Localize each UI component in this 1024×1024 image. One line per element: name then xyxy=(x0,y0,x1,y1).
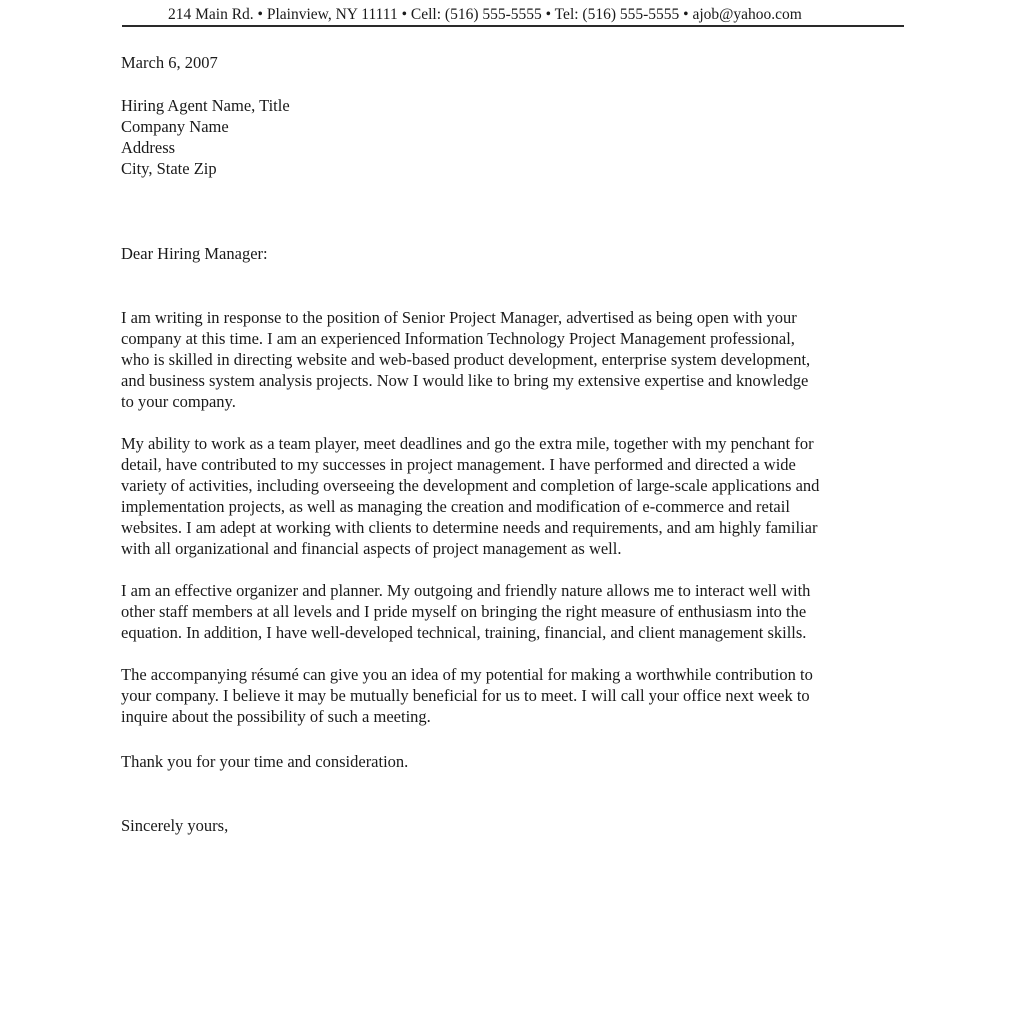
paragraph-line: to your company. xyxy=(121,392,236,411)
paragraph-line: with all organizational and financial aspects of project management as well. xyxy=(121,539,622,558)
paragraph-line: I am writing in response to the position of Senior Project Manager, advertised as being open with your xyxy=(121,308,797,327)
recipient-line: Company Name xyxy=(121,117,229,136)
recipient-line: Hiring Agent Name, Title xyxy=(121,96,290,115)
closing: Sincerely yours, xyxy=(121,816,229,835)
salutation: Dear Hiring Manager: xyxy=(121,244,268,263)
paragraph-line: company at this time. I am an experienced Information Technology Project Management professional, xyxy=(121,329,795,348)
paragraph-line: variety of activities, including overseeing the development and completion of large-scale applications and xyxy=(121,476,820,495)
recipient-line: City, State Zip xyxy=(121,159,217,178)
paragraph-line: equation. In addition, I have well-developed technical, training, financial, and client management skills. xyxy=(121,623,807,642)
paragraph-line: My ability to work as a team player, meet deadlines and go the extra mile, together with my penchant for xyxy=(121,434,814,453)
paragraph-line: detail, have contributed to my successes in project management. I have performed and directed a wide xyxy=(121,455,796,474)
letterhead-contact-line: 214 Main Rd. • Plainview, NY 11111 • Cell: (516) 555-5555 • Tel: (516) 555-5555 • ajob@yahoo.com xyxy=(168,6,802,23)
thanks-line: Thank you for your time and consideration. xyxy=(121,752,409,771)
paragraph-line: who is skilled in directing website and web-based product development, enterprise system development, xyxy=(121,350,811,369)
paragraph-line: implementation projects, as well as managing the creation and modification of e-commerce and retail xyxy=(121,497,790,516)
recipient-line: Address xyxy=(121,138,176,157)
paragraph-line: inquire about the possibility of such a meeting. xyxy=(121,707,431,726)
paragraph-line: I am an effective organizer and planner. My outgoing and friendly nature allows me to interact well with xyxy=(121,581,811,600)
letter-date: March 6, 2007 xyxy=(121,53,218,72)
paragraph-line: The accompanying résumé can give you an idea of my potential for making a worthwhile contribution to xyxy=(121,665,813,684)
paragraph-line: websites. I am adept at working with clients to determine needs and requirements, and am highly familiar xyxy=(121,518,818,537)
paragraph-line: other staff members at all levels and I pride myself on bringing the right measure of enthusiasm into the xyxy=(121,602,807,621)
letterhead-divider xyxy=(122,25,904,27)
paragraph-line: and business system analysis projects. Now I would like to bring my extensive expertise and knowledge xyxy=(121,371,809,390)
paragraph-line: your company. I believe it may be mutually beneficial for us to meet. I will call your office next week to xyxy=(121,686,810,705)
